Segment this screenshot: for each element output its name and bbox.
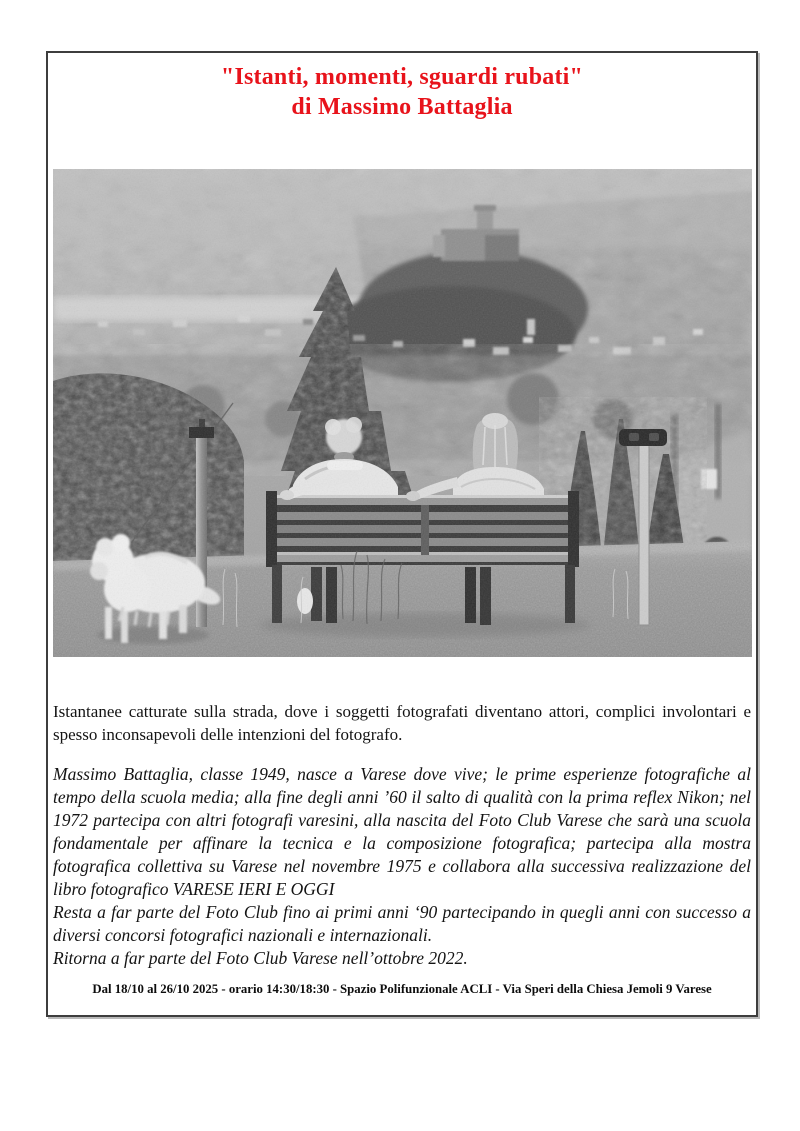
title-line-2: di Massimo Battaglia (291, 94, 513, 120)
bio-paragraph-3: Ritorna a far parte del Foto Club Varese nell’ottobre 2022. (53, 948, 468, 968)
title-line-1: "Istanti, momenti, sguardi rubati" (220, 64, 584, 90)
flyer-page (46, 51, 758, 1017)
intro-paragraph: Istantanee catturate sulla strada, dove i soggetti fotografati diventano attori, complici involontari e spesso inconsapevoli delle intenzioni del fotografo. (53, 702, 751, 744)
bio-paragraph-1: Massimo Battaglia, classe 1949, nasce a Varese dove vive; le prime esperienze fotografiche al tempo della scuola media; alla fine degli anni ’60 il salto di qualità con la prima reflex Nikon; nel 1972 partecipa con altri fotografi varesini, alla nascita del Foto Club Varese che sarà una scuola fondamentale per affinare la tecnica e la composizione fotografica; partecipa alla mostra fotografica collettiva su Varese nel novembre 1975 e collabora alla successiva realizzazione del libro fotografico VARESE IERI E OGGI (53, 764, 751, 899)
bench-scene-photo (53, 169, 752, 657)
bio-paragraph-2: Resta a far parte del Foto Club fino ai primi anni ‘90 partecipando in quegli anni con successo a diversi concorsi fotografici nazionali e internazionali. (53, 902, 751, 945)
event-details: Dal 18/10 al 26/10 2025 - orario 14:30/18:30 - Spazio Polifunzionale ACLI - Via Speri della Chiesa Jemoli 9 Varese (92, 982, 712, 996)
page-title (54, 62, 750, 122)
biography-block (53, 763, 751, 970)
film-grain (53, 169, 752, 657)
exhibition-photo (53, 169, 752, 657)
